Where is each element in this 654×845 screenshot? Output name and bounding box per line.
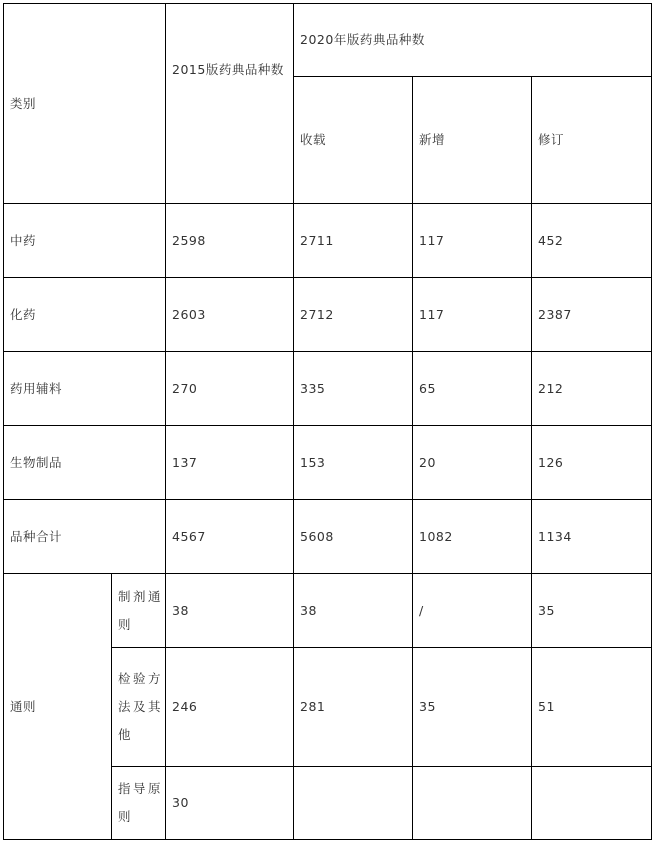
cell-included	[294, 767, 413, 840]
cell-included: 38	[294, 574, 413, 648]
header-revised: 修订	[532, 77, 652, 204]
cell-added: 117	[413, 278, 532, 352]
cell-revised: 51	[532, 648, 652, 767]
cell-revised: 35	[532, 574, 652, 648]
cell-2015: 137	[166, 426, 294, 500]
cell-revised: 1134	[532, 500, 652, 574]
cell-added: 1082	[413, 500, 532, 574]
cell-included: 2712	[294, 278, 413, 352]
cell-included: 2711	[294, 204, 413, 278]
sub-row-label: 检验方法及其他	[112, 648, 166, 767]
cell-revised: 452	[532, 204, 652, 278]
header-2020-edition: 2020年版药典品种数	[294, 4, 652, 77]
header-row-1	[4, 4, 652, 77]
cell-added: 35	[413, 648, 532, 767]
cell-2015: 246	[166, 648, 294, 767]
cell-added	[413, 767, 532, 840]
cell-revised: 2387	[532, 278, 652, 352]
cell-2015: 30	[166, 767, 294, 840]
row-label: 品种合计	[4, 500, 166, 574]
cell-added: 65	[413, 352, 532, 426]
table-row	[4, 204, 652, 278]
table-row	[4, 500, 652, 574]
cell-revised	[532, 767, 652, 840]
cell-included: 335	[294, 352, 413, 426]
pharmacopoeia-comparison-table	[3, 3, 652, 840]
table-row	[4, 574, 652, 648]
header-2015-edition: 2015版药典品种数	[166, 4, 294, 204]
cell-2015: 38	[166, 574, 294, 648]
row-label: 化药	[4, 278, 166, 352]
cell-added: 117	[413, 204, 532, 278]
cell-included: 5608	[294, 500, 413, 574]
table-row	[4, 278, 652, 352]
cell-included: 281	[294, 648, 413, 767]
cell-revised: 212	[532, 352, 652, 426]
row-label: 生物制品	[4, 426, 166, 500]
cell-2015: 2598	[166, 204, 294, 278]
general-rules-label: 通则	[4, 574, 112, 840]
cell-2015: 2603	[166, 278, 294, 352]
table-row	[4, 426, 652, 500]
cell-revised: 126	[532, 426, 652, 500]
cell-2015: 4567	[166, 500, 294, 574]
table-row	[4, 352, 652, 426]
sub-row-label: 指导原则	[112, 767, 166, 840]
row-label: 药用辅料	[4, 352, 166, 426]
cell-included: 153	[294, 426, 413, 500]
cell-added: 20	[413, 426, 532, 500]
header-added: 新增	[413, 77, 532, 204]
header-category: 类别	[4, 4, 166, 204]
header-included: 收载	[294, 77, 413, 204]
cell-2015: 270	[166, 352, 294, 426]
cell-added: /	[413, 574, 532, 648]
sub-row-label: 制剂通则	[112, 574, 166, 648]
row-label: 中药	[4, 204, 166, 278]
